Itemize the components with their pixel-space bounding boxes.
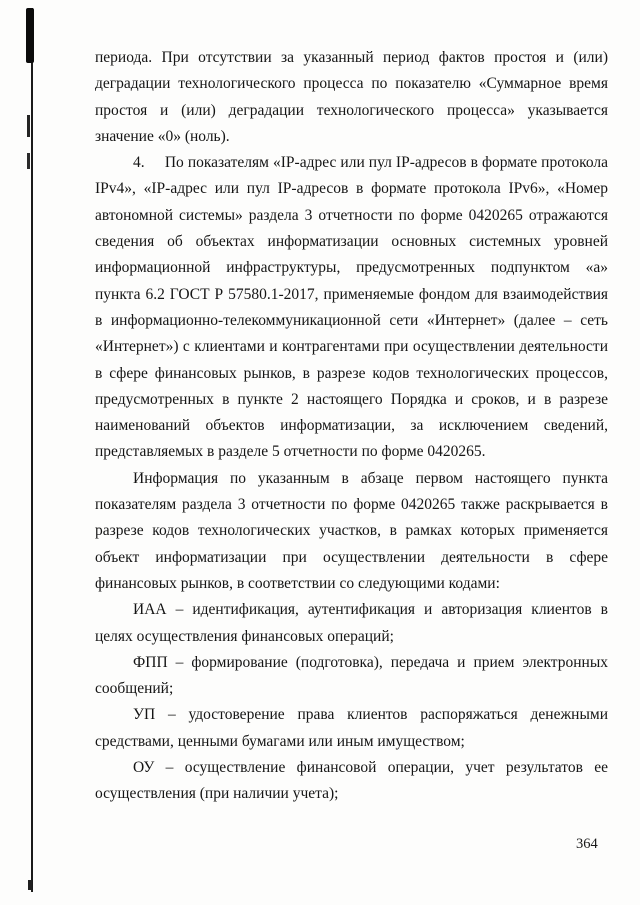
scan-artifact-dash xyxy=(28,880,32,890)
paragraph-info: Информация по указанным в абзаце первом настоящего пункта показателям раздела 3 отчетности по форме 0420265 также раскрывается в разрезе кодов технологических участков, в рамках которых применяется объект информатизации при осуществлении деятельности в сфере финансовых рынков, в соответствии со следующими кодами: xyxy=(95,469,608,592)
paragraph-item-4: 4. По показателям «IP-адрес или пул IP-адресов в формате протокола IPv4», «IP-адрес или пул IP-адресов в формате протокола IPv6», «Номер автономной системы» раздела 3 отчетности по форме 0420265 отражаются сведения об объектах информатизации основных системных уровней информационной инфраструктуры, предусмотренных подпунктом «а» пункта 6.2 ГОСТ Р 57580.1-2017, применяемые фондом для взаимодействия в информационно-телекоммуникационной сети «Интернет» (далее – сеть «Интернет») с клиентами и контрагентами при осуществлении деятельности в сфере финансовых рынков, в разрезе кодов технологических процессов, предусмотренных в пункте 2 настоящего Порядка и сроков, и в разрезе наименований объектов информатизации, за исключением сведений, представляемых в разделе 5 отчетности по форме 0420265. xyxy=(95,154,608,461)
paragraph-code-fpp: ФПП – формирование (подготовка), передача и прием электронных сообщений; xyxy=(95,653,608,698)
paragraph-code-up: УП – удостоверение права клиентов распоряжаться денежными средствами, ценными бумагами или иным имуществом; xyxy=(95,706,608,750)
scan-artifact-dash xyxy=(27,153,30,169)
paragraph-code-ou: ОУ – осуществление финансовой операции, учет результатов ее осуществления (при наличии учета); xyxy=(95,759,608,803)
page-number: 364 xyxy=(576,836,598,852)
paragraph-continuation: периода. При отсутствии за указанный период фактов простоя и (или) деградации технологического процесса по показателю «Суммарное время простоя и (или) деградации технологического процесса» указывается значение «0» (ноль). xyxy=(95,49,608,145)
scan-artifact-line xyxy=(31,8,33,892)
scan-artifact-blob xyxy=(26,8,34,63)
paragraph-code-iaa: ИАА – идентификация, аутентификация и авторизация клиентов в целях осуществления финансовых операций; xyxy=(95,601,608,645)
text-block xyxy=(95,45,608,808)
scan-artifact-dash xyxy=(27,115,30,137)
